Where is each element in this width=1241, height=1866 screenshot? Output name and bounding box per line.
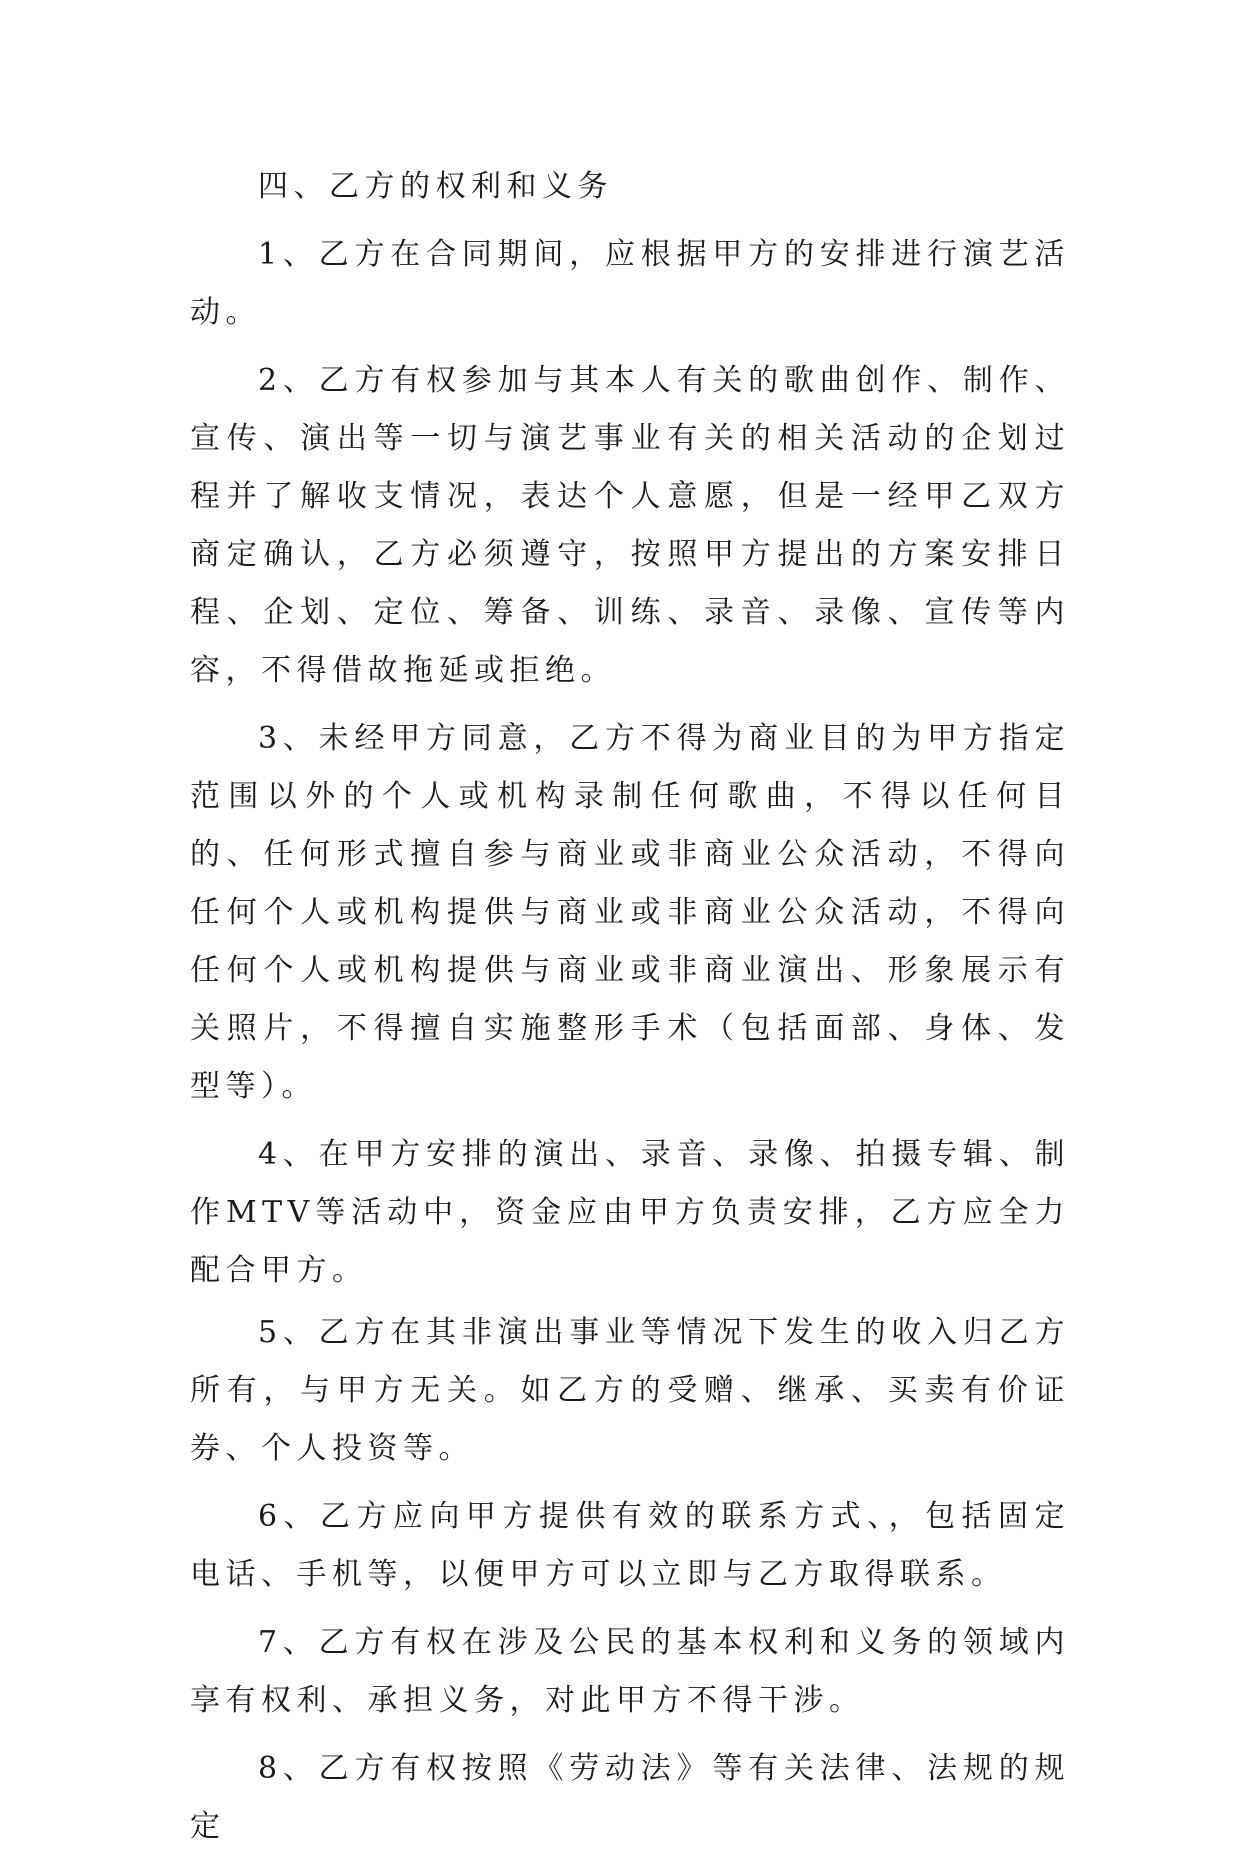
clause-8: 8、乙方有权按照《劳动法》等有关法律、法规的规定	[190, 1751, 1070, 1844]
clause-4: 4、在甲方安排的演出、录音、录像、拍摄专辑、制作MTV等活动中，资金应由甲方负责安排，乙方应全力配合甲方。	[190, 1137, 1070, 1288]
section-heading: 四、乙方的权利和义务	[258, 169, 613, 204]
clause-2: 2、乙方有权参加与其本人有关的歌曲创作、制作、宣传、演出等一切与演艺事业有关的相关活动的企划过程并了解收支情况，表达个人意愿，但是一经甲乙双方商定确认，乙方必须遵守，按照甲方提出的方案安排日程、企划、定位、筹备、训练、录音、录像、宣传等内容，不得借故拖延或拒绝。	[190, 363, 1070, 688]
clause-5: 5、乙方在其非演出事业等情况下发生的收入归乙方所有，与甲方无关。如乙方的受赠、继承、买卖有价证券、个人投资等。	[190, 1315, 1070, 1466]
clause-1: 1、乙方在合同期间，应根据甲方的安排进行演艺活动。	[190, 237, 1070, 330]
clause-3: 3、未经甲方同意，乙方不得为商业目的为甲方指定范围以外的个人或机构录制任何歌曲，不得以任何目的、任何形式擅自参与商业或非商业公众活动，不得向任何个人或机构提供与商业或非商业公众活动，不得向任何个人或机构提供与商业或非商业演出、形象展示有关照片，不得擅自实施整形手术（包括面部、身体、发型等）。	[190, 721, 1070, 1104]
clause-7: 7、乙方有权在涉及公民的基本权利和义务的领域内享有权利、承担义务，对此甲方不得干涉。	[190, 1625, 1070, 1718]
clause-6: 6、乙方应向甲方提供有效的联系方式、，包括固定电话、手机等，以便甲方可以立即与乙方取得联系。	[190, 1499, 1070, 1592]
document-body	[190, 158, 1070, 1866]
